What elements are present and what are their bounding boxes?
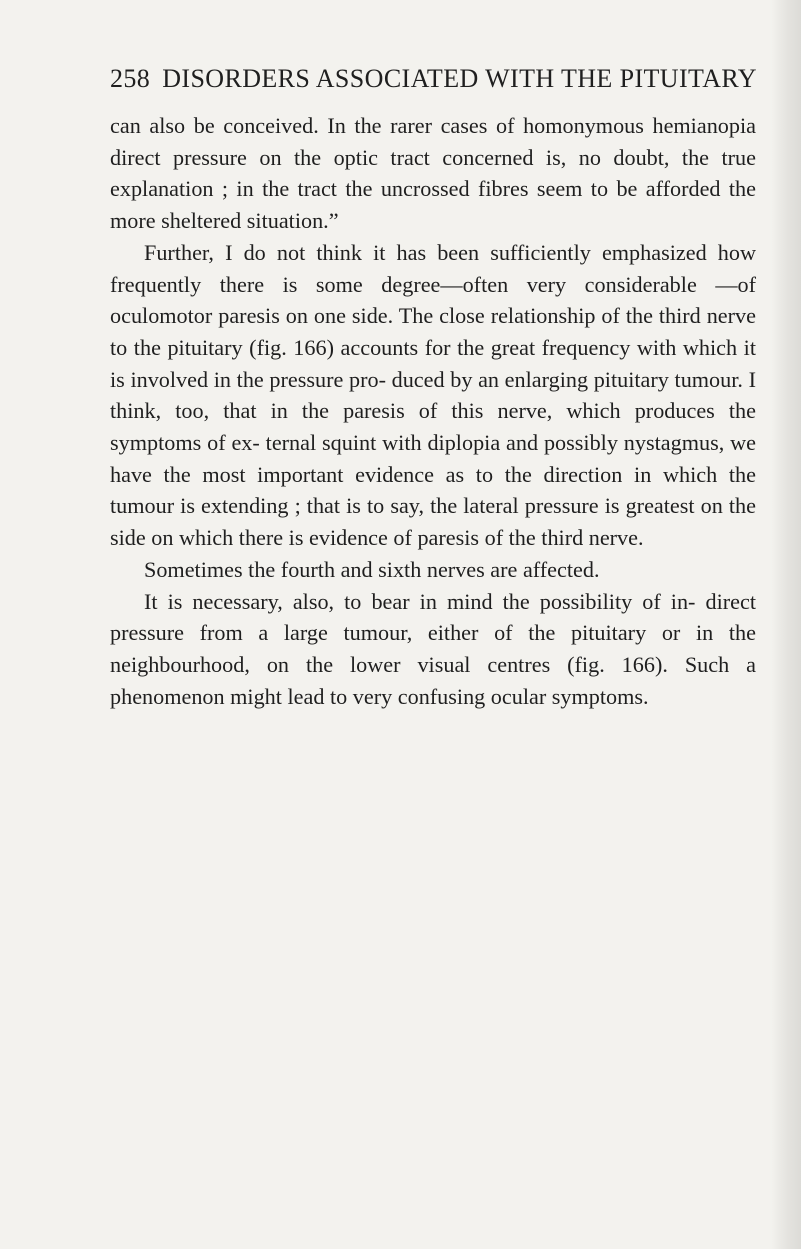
paragraph-fourth-sixth-nerves: Sometimes the fourth and sixth nerves are affected. (144, 556, 600, 582)
page-edge-shadow (771, 0, 801, 1249)
paragraph-indirect-pressure: It is necessary, also, to bear in mind the possibility of in- direct pressure from a large tumour, either of the pituitary or in the neighbourhood, on the lower visual centres (fig. 166). Such a phenomenon might lead to very confusing ocular symptoms. (110, 588, 756, 709)
paragraph-oculomotor-paresis: Further, I do not think it has been sufficiently emphasized how frequently there is some degree—often very considerable —of oculomotor paresis on one side. The close relationship of the third nerve to the pituitary (fig. 166) accounts for the great frequency with which it is involved in the pressure pro- duced by an enlarging pituitary tumour. I think, too, that in the paresis of this nerve, which produces the symptoms of ex- ternal squint with diplopia and possibly nystagmus, we have the most important evidence as to the direction in which the tumour is extending ; that is to say, the lateral pressure is greatest on the side on which there is evidence of paresis of the third nerve. (110, 239, 756, 551)
paragraph-continuation: can also be conceived. In the rarer cases of homonymous hemianopia direct pressure on the optic tract concerned is, no doubt, the true explanation ; in the tract the uncrossed fibres seem to be afforded the more sheltered situation.” (110, 113, 756, 234)
running-header (110, 64, 770, 94)
page-number: 258 (110, 64, 151, 93)
running-title: DISORDERS ASSOCIATED WITH THE PITUITARY (162, 64, 757, 93)
body-text (110, 110, 756, 712)
